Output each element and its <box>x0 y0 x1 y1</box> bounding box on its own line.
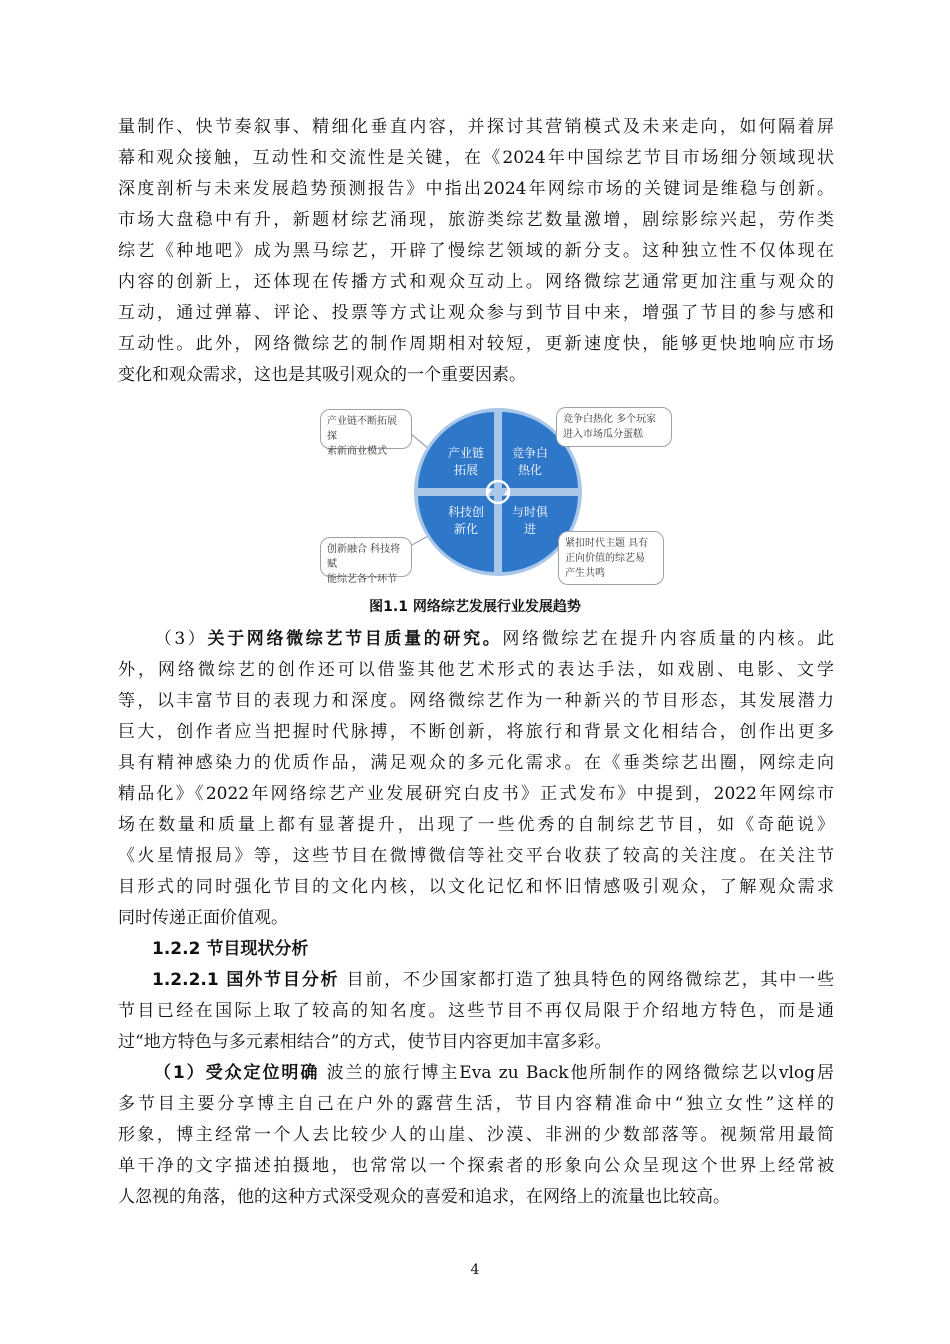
trend-figure <box>318 395 678 591</box>
paragraph-line: 等，以丰富节目的表现力和深度。网络微综艺作为一种新兴的节目形态，其发展潜力 <box>118 691 834 711</box>
callout-bottom-left <box>320 537 412 585</box>
paragraph-line: 人忽视的角落，他的这种方式深受观众的喜爱和追求，在网络上的流量也比较高。 <box>118 1187 730 1207</box>
bold-lead: 关于网络微综艺节目质量的研究。 <box>207 629 503 649</box>
paragraph-line: 互动性。此外，网络微综艺的制作周期相对较短，更新速度快，能够更快地响应市场 <box>118 334 834 354</box>
paragraph-line: 目形式的同时强化节目的文化内核，以文化记忆和怀旧情感吸引观众，了解观众需求 <box>118 877 834 897</box>
paragraph-line <box>118 624 834 655</box>
paragraph-line <box>118 1058 834 1089</box>
quadrant-label-top-left-1: 产业链 <box>447 446 485 460</box>
paragraph-line: 互动，通过弹幕、评论、投票等方式让观众参与到节目中来，增强了节目的参与感和 <box>118 303 834 323</box>
quadrant-label-bottom-left-2: 新化 <box>453 522 479 536</box>
callout-line: 竞争白热化 多个玩家 <box>563 414 657 425</box>
quadrant-label-top-right-2: 热化 <box>517 463 543 477</box>
callout-bottom-right <box>558 531 664 585</box>
paragraph-line <box>118 965 834 996</box>
callout-line: 正向价值的综艺易 <box>565 553 645 564</box>
quadrant-label-top-right-1: 竞争白 <box>511 446 549 460</box>
bold-lead: 1.2.2.1 国外节目分析 <box>152 970 340 990</box>
callout-top-left <box>320 409 412 457</box>
paragraph-line: 深度剖析与未来发展趋势预测报告》中指出2024年网综市场的关键词是维稳与创新。 <box>118 179 834 199</box>
paragraph-3 <box>118 965 834 1058</box>
paragraph-line: 变化和观众需求，这也是其吸引观众的一个重要因素。 <box>118 365 526 385</box>
callout-top-right <box>556 407 672 447</box>
callout-line: 索新商业模式 <box>327 446 387 457</box>
line-rest: 波兰的旅行博主Eva zu Back他所制作的网络微综艺以vlog居 <box>319 1063 834 1083</box>
callout-line: 产业链不断拓展 探 <box>327 416 397 442</box>
quadrant-label-bottom-right-2: 进 <box>523 522 537 536</box>
quadrant-label-bottom-right-1: 与时俱 <box>511 505 549 519</box>
paragraph-line: 节目已经在国际上取了较高的知名度。这些节目不再仅局限于介绍地方特色，而是通 <box>118 1001 834 1021</box>
figure-caption: 图1.1 网络综艺发展行业发展趋势 <box>369 599 581 615</box>
quadrant-label-top-left-2: 拓展 <box>453 463 479 477</box>
paragraph-line: 单干净的文字描述拍摄地，也常常以一个探索者的形象向公众呈现这个世界上经常被 <box>118 1156 834 1176</box>
quadrant-label-bottom-left-1: 科技创 <box>447 505 485 519</box>
paragraph-line: 过“地方特色与多元素相结合”的方式，使节目内容更加丰富多彩。 <box>118 1032 612 1052</box>
paragraph-line: 具有精神感染力的优质作品，满足观众的多元化需求。在《垂类综艺出圈，网综走向 <box>118 753 834 773</box>
section-heading <box>118 934 834 965</box>
paragraph-line: 量制作、快节奏叙事、精细化垂直内容，并探讨其营销模式及未来走向，如何隔着屏 <box>118 117 834 137</box>
bold-lead: （1）受众定位明确 <box>152 1063 320 1083</box>
callout-line: 紧扣时代主题 具有 <box>565 538 649 549</box>
paragraph-line: 同时传递正面价值观。 <box>118 908 288 928</box>
callout-line: 能综艺各个环节 <box>327 574 397 585</box>
line-rest: 目前，不少国家都打造了独具特色的网络微综艺，其中一些 <box>339 970 835 990</box>
paragraph-1 <box>118 112 834 391</box>
paragraph-2 <box>118 624 834 934</box>
paragraph-line: 《火星情报局》等，这些节目在微博微信等社交平台收获了较高的关注度。在关注节 <box>118 846 834 866</box>
paragraph-line: 形象，博主经常一个人去比较少人的山崖、沙漠、非洲的少数部落等。视频常用最简 <box>118 1125 834 1145</box>
paragraph-line: 多节目主要分享博主自己在户外的露营生活，节目内容精准命中“独立女性”这样的 <box>118 1094 834 1114</box>
paragraph-line: 巨大，创作者应当把握时代脉搏，不断创新，将旅行和背景文化相结合，创作出更多 <box>118 722 834 742</box>
callout-line: 创新融合 科技将赋 <box>327 544 401 570</box>
paragraph-line: 外，网络微综艺的创作还可以借鉴其他艺术形式的表达手法，如戏剧、电影、文学 <box>118 660 834 680</box>
line-rest: 网络微综艺在提升内容质量的内核。此 <box>502 629 834 649</box>
paragraph-line: 市场大盘稳中有升，新题材综艺涌现，旅游类综艺数量激增，剧综影综兴起，劳作类 <box>118 210 834 230</box>
page-number: 4 <box>470 1262 480 1278</box>
paragraph-4 <box>118 1058 834 1213</box>
paragraph-line: 场在数量和质量上都有显著提升，出现了一些优秀的自制综艺节目，如《奇葩说》 <box>118 815 834 835</box>
paragraph-line: 精品化》《2022年网络综艺产业发展研究白皮书》正式发布》中提到，2022年网综市 <box>118 784 834 804</box>
item-number: （3） <box>152 629 208 649</box>
paragraph-line: 综艺《种地吧》成为黑马综艺，开辟了慢综艺领域的新分支。这种独立性不仅体现在 <box>118 241 834 261</box>
callout-line: 进入市场瓜分蛋糕 <box>563 429 643 440</box>
paragraph-line: 内容的创新上，还体现在传播方式和观众互动上。网络微综艺通常更加注重与观众的 <box>118 272 834 292</box>
callout-line: 产生共鸣 <box>565 568 605 579</box>
paragraph-line: 幕和观众接触，互动性和交流性是关键，在《2024年中国综艺节目市场细分领域现状 <box>118 148 834 168</box>
heading-text: 1.2.2 节目现状分析 <box>152 939 309 959</box>
